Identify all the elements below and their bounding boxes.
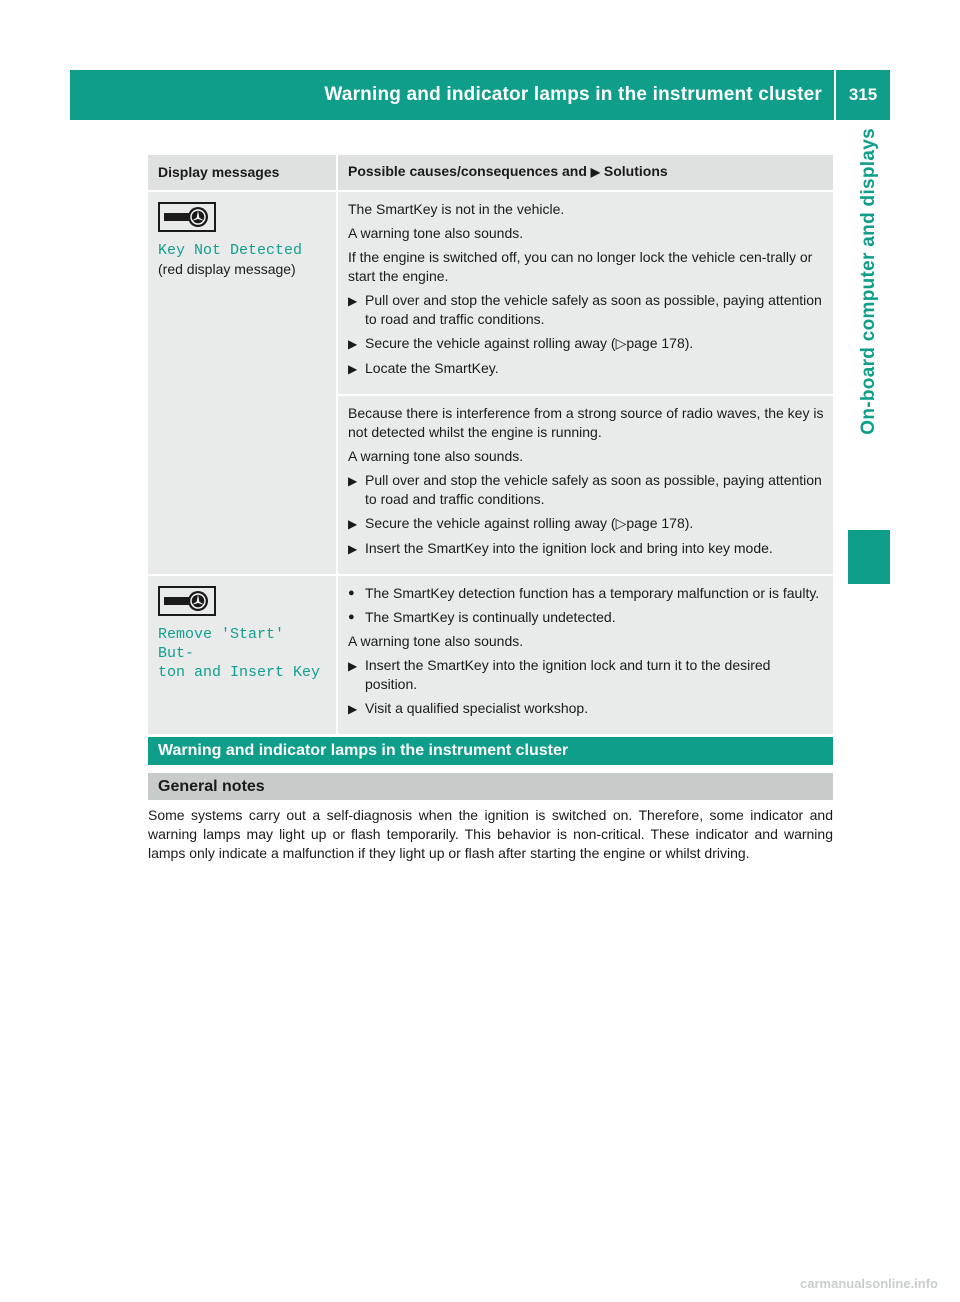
solution-step — [348, 699, 825, 719]
step-arrow-icon: ▶ — [348, 362, 358, 376]
page-reference-icon: ▷ — [615, 335, 627, 351]
solution-step — [348, 514, 825, 534]
page-reference-icon: ▷ — [615, 515, 627, 531]
solution-step — [348, 471, 825, 509]
page-reference-link[interactable]: page 178). — [626, 515, 694, 531]
cause-bullet — [348, 608, 825, 627]
solution-step — [348, 359, 825, 379]
table-row — [148, 574, 833, 734]
cause-text: A warning tone also sounds. — [348, 633, 524, 649]
step-text: Insert the SmartKey into the ignition lock and turn it to the desired position. — [365, 657, 771, 692]
step-arrow-icon: ▶ — [348, 702, 358, 716]
header-title: Warning and indicator lamps in the instrument cluster — [324, 84, 822, 105]
step-text-prefix: Secure the vehicle against rolling away ( — [365, 335, 616, 351]
step-text — [365, 514, 693, 534]
smartkey-icon — [158, 586, 216, 616]
cause-text: A warning tone also sounds. — [348, 225, 524, 241]
action-arrow-icon: ▶ — [590, 165, 601, 179]
page-reference-link[interactable]: page 178). — [626, 335, 694, 351]
step-arrow-icon: ▶ — [348, 294, 358, 308]
step-text: Locate the SmartKey. — [365, 360, 499, 376]
display-message-remove-start-button: Remove 'Start' But‑ ton and Insert Key — [158, 626, 321, 681]
section-heading: Warning and indicator lamps in the instrument cluster — [148, 737, 833, 765]
step-arrow-icon: ▶ — [348, 337, 358, 351]
table-row — [148, 192, 833, 394]
table-header-row — [148, 155, 833, 192]
cause-text: Because there is interference from a strong source of radio waves, the key is not detected whilst the engine is running. — [348, 405, 824, 440]
bullet-text: The SmartKey is continually undetected. — [365, 609, 616, 625]
step-text: Visit a qualified specialist workshop. — [365, 700, 589, 716]
message-cell — [148, 574, 338, 734]
causes-cell — [338, 394, 833, 574]
step-text: Pull over and stop the vehicle safely as soon as possible, paying attention to road and traffic conditions. — [365, 472, 822, 507]
footer-watermark: carmanualsonline.info — [800, 1276, 938, 1291]
page-header — [70, 70, 890, 120]
solution-step — [348, 656, 825, 694]
general-notes-paragraph: Some systems carry out a self-diagnosis when the ignition is switched on. Therefore, some indicator and warning lamps may light up or flash temporarily. This behavior is non-critical. These indicator and warning lamps only indicate a malfunction if they light up or flash after starting the engine or whilst driving. — [148, 807, 833, 861]
side-tab-marker — [848, 530, 890, 584]
side-chapter-label: On-board computer and displays — [858, 128, 879, 435]
bullet-dot-icon: ● — [348, 611, 355, 623]
bullet-text: The SmartKey detection function has a temporary malfunction or is faulty. — [365, 585, 820, 601]
smartkey-icon — [158, 202, 216, 232]
side-chapter-tab — [848, 128, 890, 588]
solution-step — [348, 539, 825, 559]
display-messages-table — [148, 155, 833, 734]
cause-text: A warning tone also sounds. — [348, 448, 524, 464]
solution-step — [348, 334, 825, 354]
column-header-causes — [338, 155, 833, 192]
step-arrow-icon: ▶ — [348, 517, 358, 531]
step-text: Pull over and stop the vehicle safely as soon as possible, paying attention to road and traffic conditions. — [365, 292, 822, 327]
causes-cell — [338, 574, 833, 734]
cause-text: If the engine is switched off, you can no longer lock the vehicle cen-trally or start the engine. — [348, 249, 813, 284]
cause-bullet — [348, 584, 825, 603]
message-cell — [148, 192, 338, 574]
message-note: (red display message) — [158, 261, 296, 277]
column-header-display-messages: Display messages — [148, 155, 338, 192]
bullet-dot-icon: ● — [348, 587, 355, 599]
cause-text: The SmartKey is not in the vehicle. — [348, 201, 565, 217]
column-header-causes-text: Possible causes/consequences and — [348, 163, 587, 179]
solution-step — [348, 291, 825, 329]
subsection-heading: General notes — [148, 773, 833, 800]
step-arrow-icon: ▶ — [348, 474, 358, 488]
page-number: 315 — [848, 85, 878, 104]
column-header-solutions-text: Solutions — [603, 163, 668, 179]
step-text: Insert the SmartKey into the ignition lock and bring into key mode. — [365, 540, 773, 556]
step-text-prefix: Secure the vehicle against rolling away ( — [365, 515, 616, 531]
step-arrow-icon: ▶ — [348, 659, 358, 673]
step-text — [365, 334, 693, 354]
step-arrow-icon: ▶ — [348, 542, 358, 556]
causes-cell — [338, 192, 833, 394]
display-message-key-not-detected: Key Not Detected — [158, 242, 303, 259]
